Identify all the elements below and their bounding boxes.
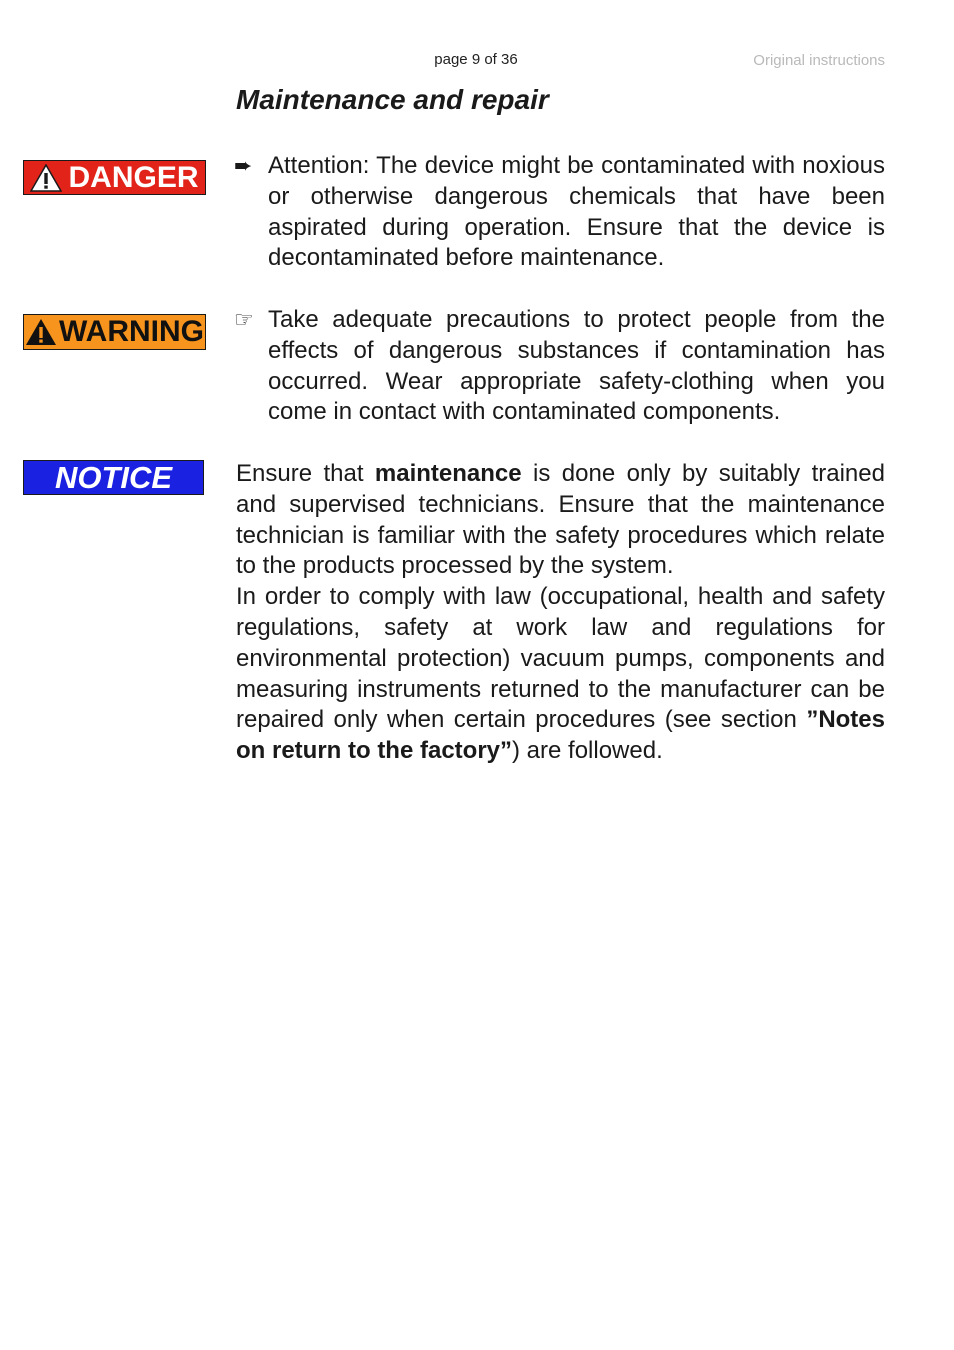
notice-p2-bold: ”Notes on return to the factory” [236, 706, 885, 765]
document-kind: Original instructions [753, 52, 885, 69]
notice-paragraph-2 [236, 582, 885, 767]
warning-text: Take adequate precautions to protect people from the effects of dangerous substances if contamination has occurred. Wear appropriate safety-clothing when you come in contact with contaminated components. [268, 306, 885, 426]
danger-label [23, 160, 206, 195]
section-title: Maintenance and repair [236, 84, 549, 115]
pointing-hand-icon: ☞ [234, 307, 254, 332]
danger-label-text: DANGER [68, 160, 199, 194]
page-number: page 9 of 36 [434, 51, 518, 68]
notice-label [23, 460, 204, 495]
danger-text: Attention: The device might be contaminated with noxious or otherwise dangerous chemicals that have been aspirated during operation. Ensure that the device is decontaminated before maintenance. [268, 152, 885, 272]
warning-label [23, 314, 206, 350]
warning-triangle-icon [30, 164, 62, 192]
notice-p2-after: ) are followed. [512, 737, 663, 765]
warning-triangle-icon [25, 318, 57, 346]
notice-body [236, 459, 885, 767]
warning-label-text: WARNING [59, 315, 204, 348]
notice-p1-bold: maintenance [374, 460, 522, 487]
notice-p2-before: In order to comply with law (occupational, health and safety regulations, safety at work law and regulations for environmental protection) vacuum pumps, components and measuring instruments returned to the manufacturer can be repaired only when certain procedures (see section [236, 583, 885, 734]
warning-paragraph [234, 305, 885, 428]
notice-p1-after: is done only by suitably trained and supervised technicians. Ensure that the maintenance technician is familiar with the safety procedures which relate to the products processed by the system. [236, 460, 885, 580]
notice-label-text: NOTICE [54, 460, 173, 495]
notice-paragraph-1 [236, 459, 885, 582]
danger-paragraph [234, 151, 885, 274]
notice-p1-before: Ensure that [236, 460, 375, 487]
arrow-bullet-icon: ➨ [234, 153, 253, 178]
